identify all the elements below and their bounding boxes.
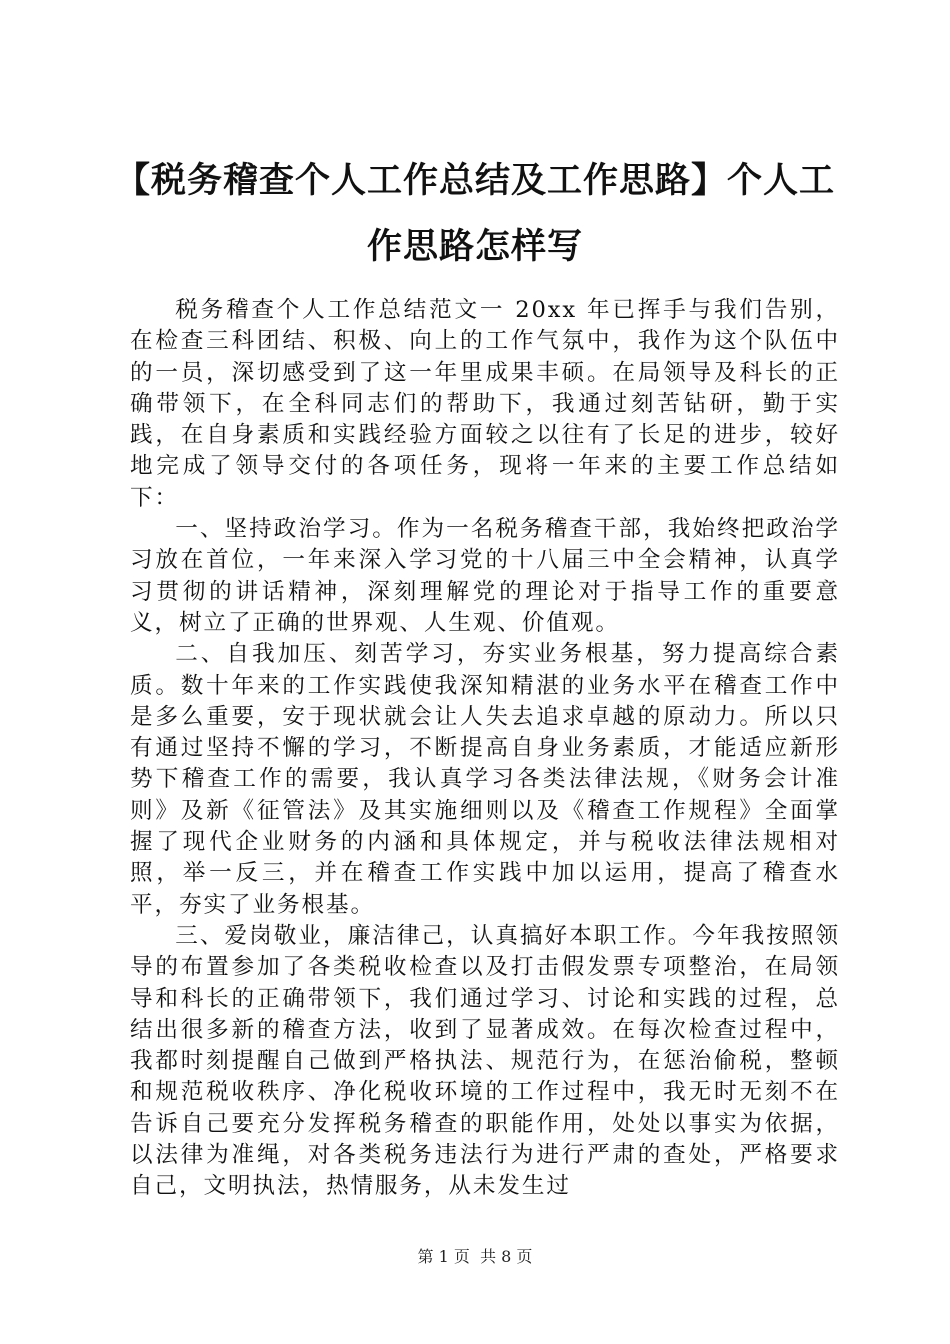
paragraph-intro: 税务稽查个人工作总结范文一 20xx 年已挥手与我们告别，在检查三科团结、积极、向上的工作气氛中，我作为这个队伍中的一员，深切感受到了这一年里成果丰硕。在局领导及科长的正确带领下，在全科同志们的帮助下，我通过刻苦钻研，勤于实践，在自身素质和实践经验方面较之以往有了长足的进步，较好地完成了领导交付的各项任务，现将一年来的主要工作总结如下： <box>130 297 840 511</box>
document-title: 【税务稽查个人工作总结及工作思路】个人工作思路怎样写 <box>114 161 835 267</box>
page-number-label: 第 1 页 共 8 页 <box>417 1247 533 1266</box>
page-footer <box>0 1244 950 1267</box>
document-body <box>130 295 840 1203</box>
paragraph-section-3: 三、爱岗敬业，廉洁律己，认真搞好本职工作。今年我按照领导的布置参加了各类税收检查以及打击假发票专项整治，在局领导和科长的正确带领下，我们通过学习、讨论和实践的过程，总结出很多新的稽查方法，收到了显著成效。在每次检查过程中，我都时刻提醒自己做到严格执法、规范行为，在惩治偷税，整顿和规范税收秩序、净化税收环境的工作过程中，我无时无刻不在告诉自己要充分发挥税务稽查的职能作用，处处以事实为依据，以法律为准绳，对各类税务违法行为进行严肃的查处，严格要求自己，文明执法，热情服务，从未发生过 <box>130 922 840 1200</box>
paragraph-section-2: 二、自我加压、刻苦学习，夯实业务根基，努力提高综合素质。数十年来的工作实践使我深知精湛的业务水平在稽查工作中是多么重要，安于现状就会让人失去追求卓越的原动力。所以只有通过坚持不懈的学习，不断提高自身业务素质，才能适应新形势下稽查工作的需要，我认真学习各类法律法规，《财务会计准则》及新《征管法》及其实施细则以及《稽查工作规程》全面掌握了现代企业财务的内涵和具体规定，并与税收法律法规相对照，举一反三，并在稽查工作实践中加以运用，提高了稽查水平，夯实了业务根基。 <box>130 641 840 918</box>
paragraph-section-1: 一、坚持政治学习。作为一名税务稽查干部，我始终把政治学习放在首位，一年来深入学习党的十八届三中全会精神，认真学习贯彻的讲话精神，深刻理解党的理论对于指导工作的重要意义，树立了正确的世界观、人生观、价值观。 <box>130 516 840 636</box>
